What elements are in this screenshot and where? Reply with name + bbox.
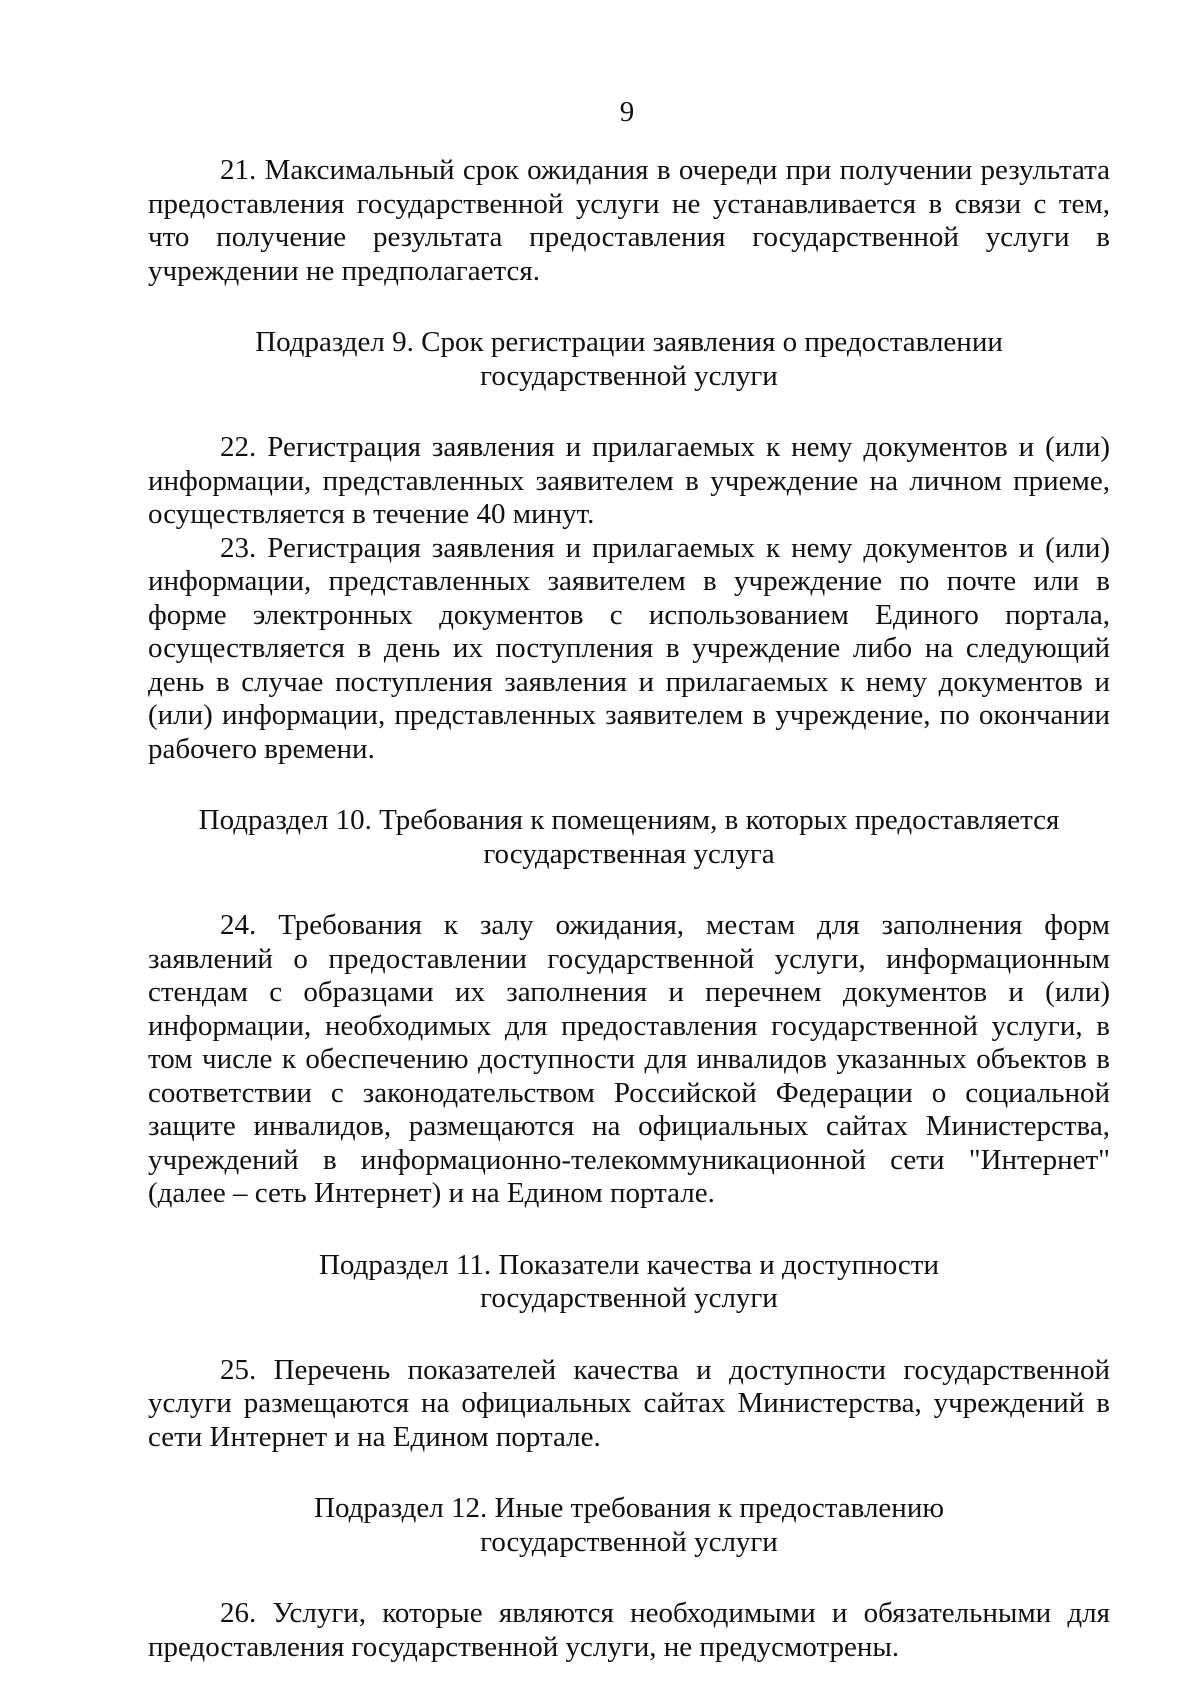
section-heading-11 (148, 1249, 1110, 1316)
heading-line: Подраздел 11. Показатели качества и доступности (318, 1248, 940, 1281)
paragraph-24: 24. Требования к залу ожидания, местам для заполнения форм заявлений о предоставлении государственной услуги, информационным стендам с образцами их заполнения и перечнем документов и (или) информации, необходимых для предоставления государственной услуги, в том числе к обеспечению доступности для инвалидов указанных объектов в соответствии с законодательством Российской Федерации о социальной защите инвалидов, размещаются на официальных сайтах Министерства, учреждений в информационно-телекоммуникационной сети "Интернет" (далее – сеть Интернет) и на Едином портале. (148, 909, 1110, 1209)
heading-line: государственной услуги (480, 1525, 778, 1558)
heading-line: государственная услуга (483, 837, 775, 870)
section-heading-10 (148, 804, 1110, 871)
document-body (148, 154, 1110, 1664)
paragraph-23: 23. Регистрация заявления и прилагаемых к нему документов и (или) информации, представленных заявителем в учреждение по почте или в форме электронных документов с использованием Единого портала, осуществляется в день их поступления в учреждение либо на следующий день в случае поступления заявления и прилагаемых к нему документов и (или) информации, представленных заявителем в учреждение, по окончании рабочего времени. (148, 531, 1110, 765)
heading-line: государственной услуги (480, 1282, 778, 1314)
paragraph-26: 26. Услуги, которые являются необходимыми и обязательными для предоставления государственной услуги, не предусмотрены. (148, 1597, 1110, 1663)
heading-line: Подраздел 10. Требования к помещениям, в которых предоставляется (198, 804, 1060, 836)
paragraph-25: 25. Перечень показателей качества и доступности государственной услуги размещаются на официальных сайтах Министерства, учреждений в сети Интернет и на Едином портале. (148, 1353, 1110, 1453)
paragraph-22: 22. Регистрация заявления и прилагаемых к нему документов и (или) информации, представленных заявителем в учреждение на личном приеме, осуществляется в течение 40 минут. (148, 431, 1110, 530)
heading-line: Подраздел 12. Иные требования к предоставлению (314, 1492, 944, 1524)
heading-line: государственной услуги (480, 359, 778, 392)
section-heading-12 (148, 1492, 1110, 1559)
heading-line: Подраздел 9. Срок регистрации заявления о предоставлении (255, 326, 1003, 358)
page-number: 9 (619, 96, 635, 128)
section-heading-9 (148, 326, 1110, 393)
paragraph-21: 21. Максимальный срок ожидания в очереди при получении результата предоставления государственной услуги не устанавливается в связи с тем, что получение результата предоставления государственной услуги в учреждении не предполагается. (148, 154, 1110, 287)
